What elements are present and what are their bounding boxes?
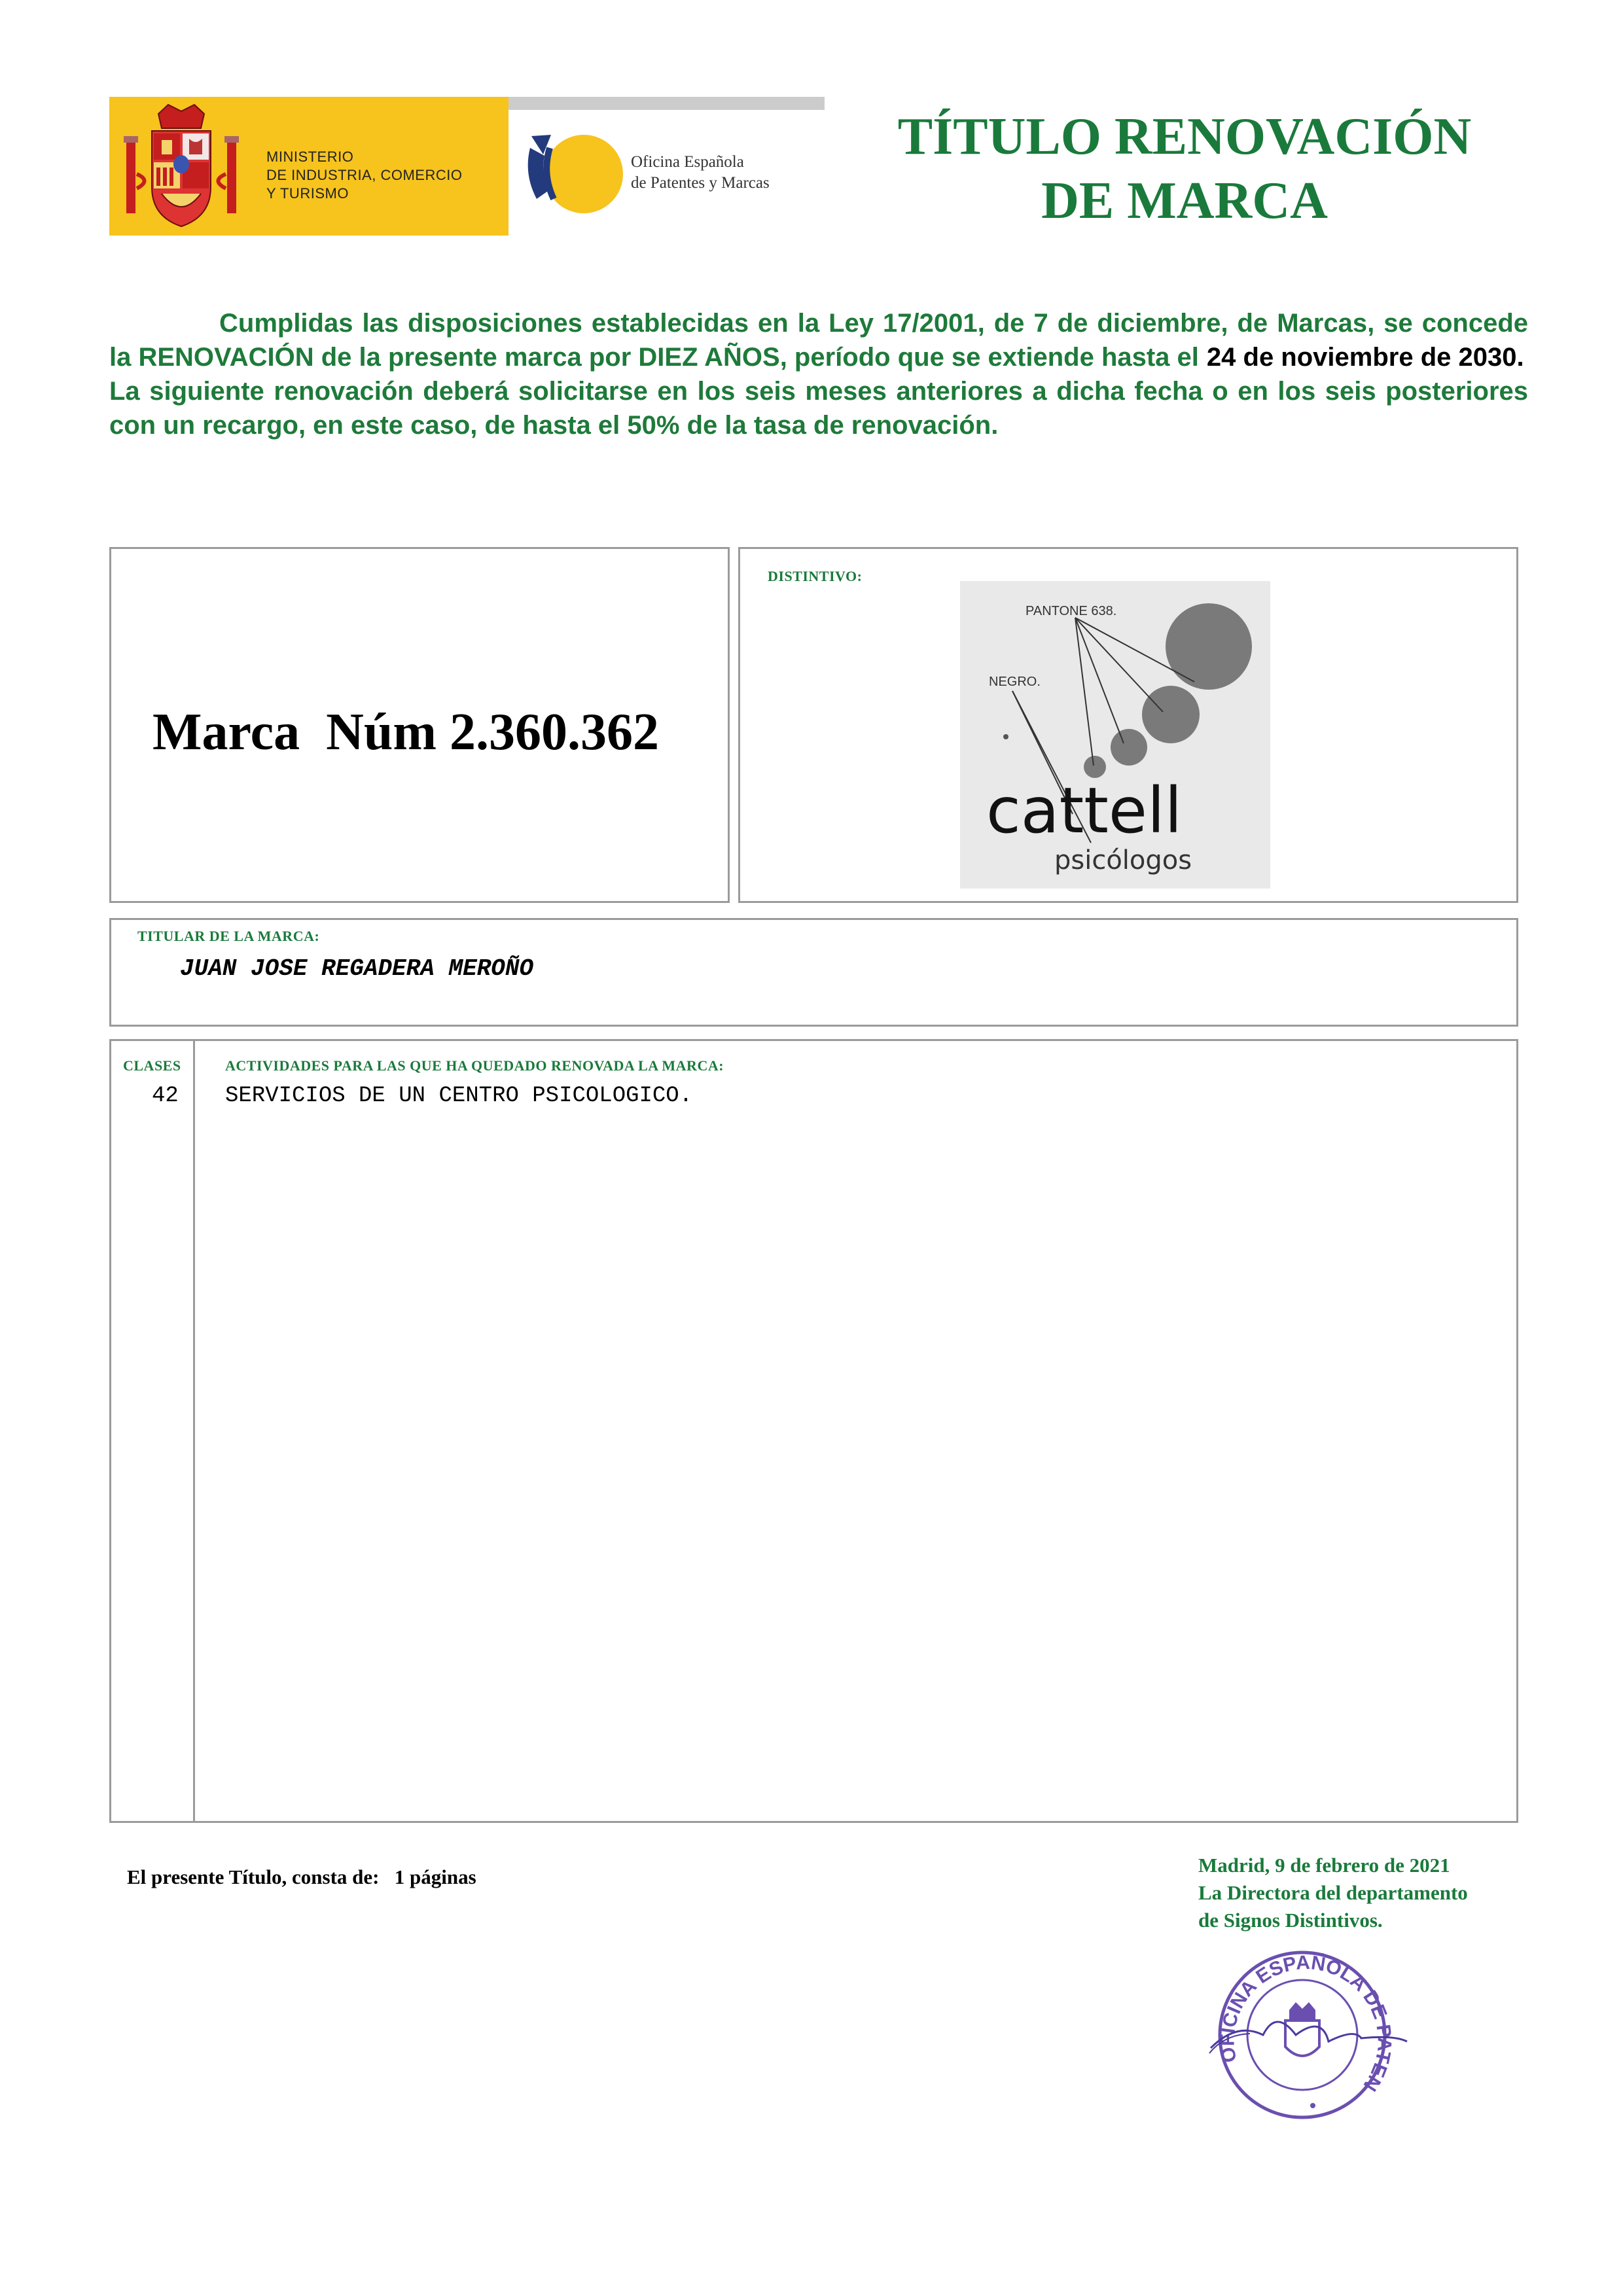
ministry-name: MINISTERIO DE INDUSTRIA, COMERCIO Y TURISMO <box>266 149 463 202</box>
cattell-logo <box>960 581 1270 889</box>
activities-label: ACTIVIDADES PARA LAS QUE HA QUEDADO RENOVADA LA MARCA: <box>225 1057 724 1074</box>
page-count-statement: El presente Título, consta de: 1 páginas <box>127 1865 476 1888</box>
seal-stamp-icon <box>1198 1937 1420 2133</box>
activity-description: SERVICIOS DE UN CENTRO PSICOLOGICO. <box>225 1084 693 1108</box>
header-gray-bar <box>508 97 825 110</box>
holder-name: JUAN JOSE REGADERA MEROÑO <box>180 955 534 982</box>
activities-column-divider <box>193 1039 195 1823</box>
class-number: 42 <box>152 1084 179 1108</box>
signatory-department: de Signos Distintivos. <box>1198 1909 1383 1932</box>
ministry-logo <box>109 97 508 236</box>
signature-block <box>1198 1852 1468 1934</box>
oepm-emblem-icon <box>524 122 628 226</box>
trademark-number: Marca Núm 2.360.362 <box>152 703 659 761</box>
logo-subtitle: psicólogos <box>1054 845 1192 875</box>
oepm-name: Oficina Española de Patentes y Marcas <box>631 153 770 192</box>
holder-label: TITULAR DE LA MARCA: <box>137 928 320 944</box>
renewal-paragraph: Cumplidas las disposiciones establecidas en la Ley 17/2001, de 7 de diciembre, de Marcas, se concede la RENOVACIÓN de la presente marca por DIEZ AÑOS, período que se extiende hasta el 24 de noviembre de 2030. <box>109 309 1528 372</box>
signature-date: Madrid, 9 de febrero de 2021 <box>1198 1854 1450 1877</box>
renewal-end-date: 24 de noviembre de 2030. <box>1206 343 1524 372</box>
document-title: TÍTULO RENOVACIÓN DE MARCA <box>897 108 1472 230</box>
classes-label: CLASES <box>123 1057 181 1074</box>
official-seal <box>1198 1937 1420 2133</box>
logo-wordmark: cattell <box>986 774 1183 847</box>
trademark-logo-image <box>960 581 1270 889</box>
negro-annotation: NEGRO. <box>989 675 1041 689</box>
seal-text: OFICINA ESPAÑOLA DE PATEN <box>1217 1952 1395 2095</box>
activities-box <box>109 1039 1518 1823</box>
coat-of-arms-icon <box>122 102 240 230</box>
distinctive-label: DISTINTIVO: <box>768 568 863 584</box>
oepm-logo <box>524 118 812 229</box>
pantone-annotation: PANTONE 638. <box>1026 604 1117 618</box>
signatory-title: La Directora del departamento <box>1198 1881 1468 1904</box>
next-renewal-paragraph: La siguiente renovación deberá solicitarse en los seis meses anteriores a dicha fecha o en los seis posteriores con un recargo, en este caso, de hasta el 50% de la tasa de renovación. <box>109 377 1528 440</box>
renewal-statement <box>109 306 1528 442</box>
